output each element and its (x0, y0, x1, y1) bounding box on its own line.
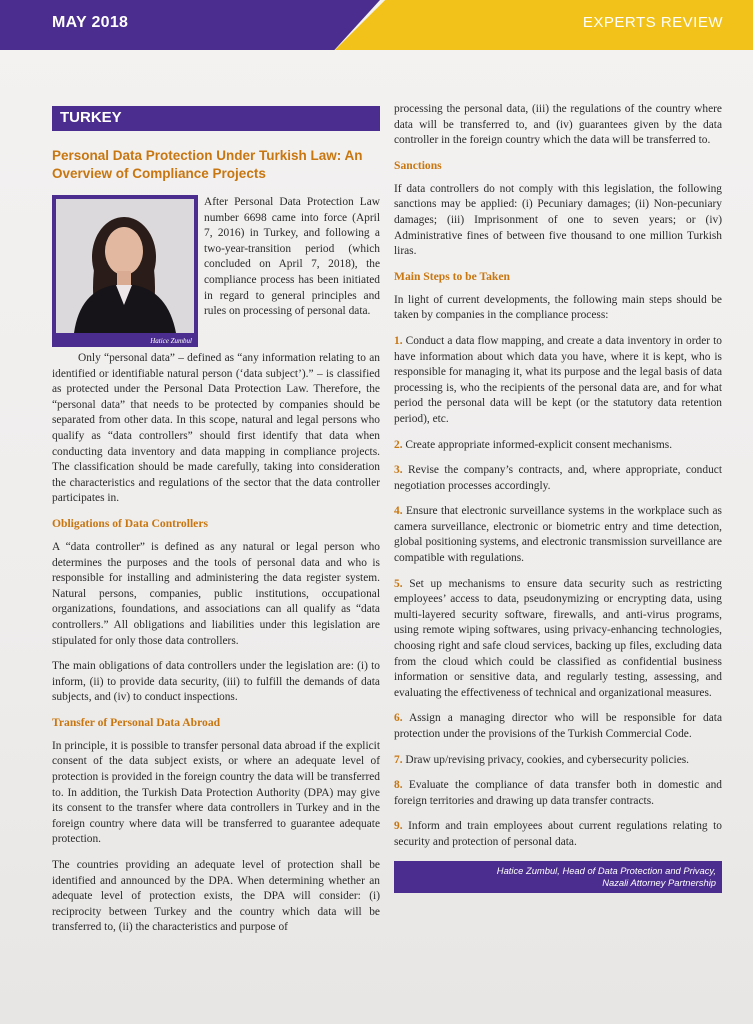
country-bar: TURKEY (52, 106, 380, 131)
photo-caption: Hatice Zumbul (150, 337, 192, 345)
heading-sanctions: Sanctions (394, 158, 442, 172)
intro-paragraph: After Personal Data Protection Law number 6698 came into force (April 7, 2016) in Turkey, and following a two-year-transition period (which concluded on April 7, 2018), the compliance process has been initiated in regard to general principles and rules on processing of personal data. (204, 196, 380, 318)
step-item: 7. Draw up/revising privacy, cookies, and cybersecurity policies. (394, 753, 690, 766)
step-item: 2. Create appropriate informed-explicit consent mechanisms. (394, 438, 673, 451)
signature-line-1: Hatice Zumbul, Head of Data Protection and Privacy, (496, 864, 716, 876)
paragraph-steps-intro: In light of current developments, the following main steps should be taken by companies in the compliance process: (394, 293, 722, 322)
heading-main-steps: Main Steps to be Taken (394, 269, 510, 283)
heading-obligations: Obligations of Data Controllers (52, 516, 208, 530)
step-item: 6. Assign a managing director who will be responsible for data protection under the provisions of the Turkish Commercial Code. (394, 712, 722, 740)
step-item: 4. Ensure that electronic surveillance systems in the workplace such as camera surveillance, electronic or biometric entry and time detection, global positioning systems, and electronic transmission surveillance are compatible with regulations. (394, 505, 722, 565)
paragraph-adequate-protection: The countries providing an adequate level of protection shall be identified and announced by the DPA. When determining whether an adequate level of protection exists, the DPA will consider: (i) reciprocity between Turkey and the country which data will be transferred to, (ii) the characteristics and purpose of (52, 859, 380, 934)
paragraph-personal-data: Only “personal data” – defined as “any information relating to an identified or identifiable natural person (‘data subject’).” – is classified as protected under the Personal Data Protection Law. Therefore, the “personal data” that needs to be protected by companies should be separated from other data. In this scope, natural and legal persons who qualify as “data controllers” should first identify that data when conducting data inventory and data mapping in compliance projects. The classification should be made carefully, taking into consideration the characteristics and regulations of the sector that the data controller participates in. (52, 352, 380, 505)
heading-transfer: Transfer of Personal Data Abroad (52, 715, 221, 729)
step-item: 8. Evaluate the compliance of data transfer both in domestic and foreign territories and drawing up data transfer contracts. (394, 779, 722, 807)
step-item: 5. Set up mechanisms to ensure data security such as restricting employees’ access to data, pseudonymizing or encrypting data, using multi-layered security software, firewalls, and anti-virus programs, using remote wiping softwares, using privacy-enhancing technologies, choosing right and safe cloud services, backing up files, excluding data from the cloud which could be classified as confidential business information or sensitive data, and regularly testing, assessing, and evaluating the effectiveness of technical and organizational measures. (394, 577, 722, 699)
author-photo (52, 195, 198, 347)
steps-list (394, 334, 722, 851)
paragraph-continued: processing the personal data, (iii) the regulations of the country where data will be transferred to, and (iv) guarantees given by the data controller in the foreign country which the data will be transferred to. (394, 103, 722, 147)
paragraph-main-obligations: The main obligations of data controllers under the legislation are: (i) to inform, (ii) to provide data security, (iii) to fulfill the demands of data subjects, and (iv) to conduct inspections. (52, 660, 380, 704)
author-signature (394, 861, 722, 893)
issue-date: MAY 2018 (52, 14, 129, 31)
left-column (52, 106, 380, 946)
intro-block (52, 195, 380, 507)
author-portrait-image (56, 199, 194, 333)
step-item: 9. Inform and train employees about current regulations relating to security and protection of personal data. (394, 820, 722, 848)
signature-line-2: Nazali Attorney Partnership (602, 876, 716, 888)
step-item: 1. Conduct a data flow mapping, and create a data inventory in order to have information about which data you have, where it is kept, who is responsible for managing it, what its purpose and the legal basis of data processing is, who the recipients of the personal data are, and for what period the personal data will be kept (or the statutory data retention period), etc. (394, 334, 722, 425)
right-column (394, 102, 722, 893)
paragraph-sanctions: If data controllers do not comply with this legislation, the following sanctions may be applied: (i) Pecuniary damages; (ii) Non-pecuniary damages; (iii) Imprisonment of one to seven years; or (iv) Administrative fines of between five thousand to one million Turkish liras. (394, 182, 722, 258)
step-item: 3. Revise the company’s contracts, and, where appropriate, conduct negotiation processes accordingly. (394, 464, 722, 492)
article-title: Personal Data Protection Under Turkish Law: An Overview of Compliance Projects (52, 148, 363, 181)
section-name: EXPERTS REVIEW (582, 14, 723, 31)
paragraph-transfer: In principle, it is possible to transfer personal data abroad if the explicit consent of the data subject exists, or where an adequate level of protection is provided in the foreign country the data will be transferred to. In addition, the Turkish Data Protection Authority (DPA) may give its consent to the transfer where data controllers in Turkey and in the foreign country where data will be transferred to guarantee adequate protection. (52, 739, 380, 846)
paragraph-data-controller: A “data controller” is defined as any natural or legal person who determines the purposes and the tools of personal data and who is responsible for installing and administering the data register system. Natural persons, companies, public institutions, occupational organizations, foundations, and associations can all qualify as “data controllers.” All obligations and liabilities under this legislation are stipulated for only those data controllers. (52, 540, 380, 647)
